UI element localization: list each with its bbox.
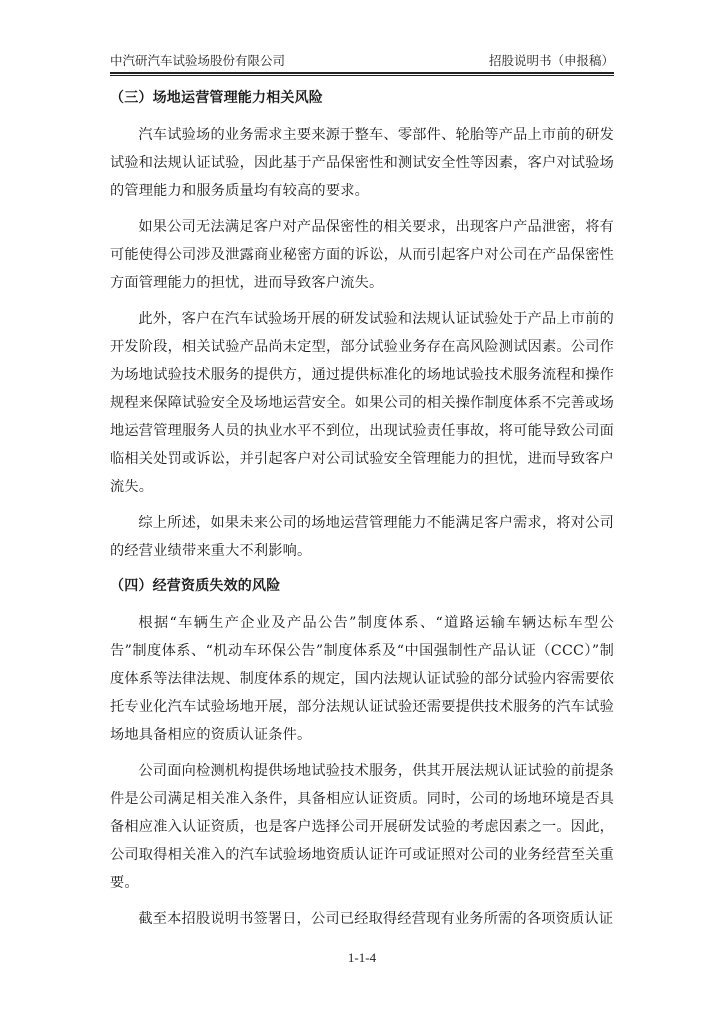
header-rule xyxy=(110,72,614,74)
paragraph: 综上所述，如果未来公司的场地运营管理能力不能满足客户需求，将对公司的经营业绩带来重大不利影响。 xyxy=(110,515,614,559)
header-document-type: 招股说明书（申报稿） xyxy=(488,53,614,68)
section-heading: （三）场地运营管理能力相关风险 xyxy=(110,90,323,106)
page-number: 1-1-4 xyxy=(347,950,377,965)
section-heading: （四）经营资质失效的风险 xyxy=(110,578,281,594)
document-body xyxy=(110,85,614,933)
paragraph: 此外，客户在汽车试验场开展的研发试验和法规认证试验处于产品上市前的开发阶段，相关试验产品尚未定型，部分试验业务存在高风险测试因素。公司作为场地试验技术服务的提供方，通过提供标准化的场地试验技术服务流程和操作规程来保障试验安全及场地运营安全。如果公司的相关操作制度体系不完善或场地运营管理服务人员的执业水平不到位，出现试验责任事故，将可能导致公司面临相关处罚或诉讼，并引起客户对公司试验安全管理能力的担忧，进而导致客户流失。 xyxy=(110,311,614,495)
paragraph: 如果公司无法满足客户对产品保密性的相关要求，出现客户产品泄密，将有可能使得公司涉及泄露商业秘密方面的诉讼，从而引起客户对公司在产品保密性方面管理能力的担忧，进而导致客户流失。 xyxy=(110,219,614,291)
paragraph: 根据“车辆生产企业及产品公告”制度体系、“道路运输车辆达标车型公告”制度体系、“机动车环保公告”制度体系及“中国强制性产品认证（CCC）”制度体系等法律法规、制度体系的规定，国内法规认证试验的部分试验内容需要依托专业化汽车试验场地开展，部分法规认证试验还需要提供技术服务的汽车试验场地具备相应的资质认证条件。 xyxy=(110,615,614,743)
paragraph: 截至本招股说明书签署日，公司已经取得经营现有业务所需的各项资质认证 xyxy=(138,911,614,927)
header-rule-thin xyxy=(110,75,614,76)
page-header xyxy=(110,52,614,70)
paragraph: 汽车试验场的业务需求主要来源于整车、零部件、轮胎等产品上市前的研发试验和法规认证试验，因此基于产品保密性和测试安全性等因素，客户对试验场的管理能力和服务质量均有较高的要求。 xyxy=(110,127,614,199)
paragraph: 公司面向检测机构提供场地试验技术服务，供其开展法规认证试验的前提条件是公司满足相关准入条件，具备相应认证资质。同时，公司的场地环境是否具备相应准入认证资质，也是客户选择公司开展研发试验的考虑因素之一。因此，公司取得相关准入的汽车试验场地资质认证许可或证照对公司的业务经营至关重要。 xyxy=(110,763,614,891)
header-company-name: 中汽研汽车试验场股份有限公司 xyxy=(110,53,286,68)
